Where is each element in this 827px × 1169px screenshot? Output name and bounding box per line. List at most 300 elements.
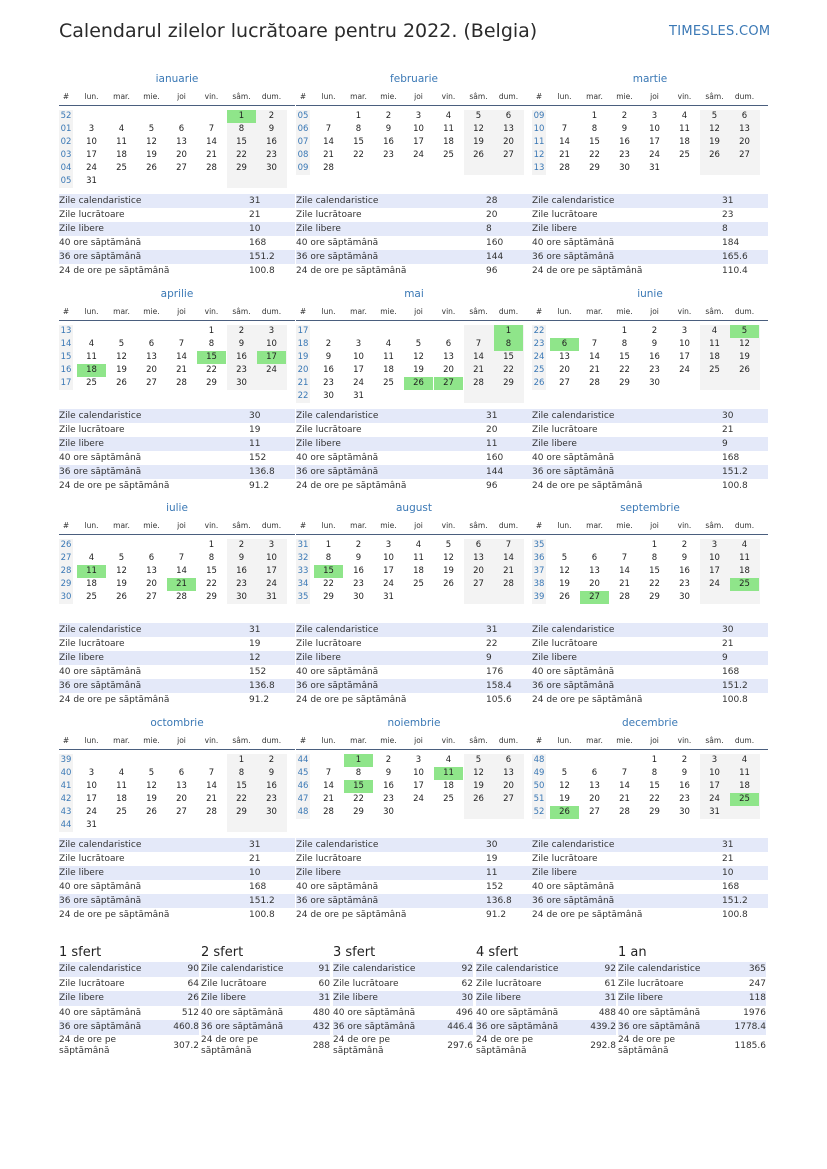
weekday-label: sâm. (469, 736, 488, 745)
month-name: iulie (166, 502, 188, 514)
month-name: februarie (390, 73, 438, 85)
stat-value: 151.2 (722, 467, 748, 477)
holiday-day-cell: 6 (550, 338, 579, 351)
day-cell: 27 (559, 378, 570, 388)
summary-row (333, 1035, 473, 1061)
weekday-label: vin. (441, 521, 456, 530)
summary-value: 247 (748, 978, 766, 989)
day-cell: 27 (146, 592, 157, 602)
day-cell: 18 (709, 352, 720, 362)
holiday-day-cell: 27 (434, 377, 463, 390)
day-cell: 2 (238, 540, 245, 550)
day-cell: 20 (739, 137, 750, 147)
day-cell: 17 (353, 365, 364, 375)
week-number: 49 (533, 768, 545, 778)
stat-row (296, 423, 532, 437)
week-number: 14 (60, 339, 72, 349)
day-cell: 3 (711, 755, 718, 765)
day-cell: 21 (619, 794, 630, 804)
day-cell: 22 (589, 150, 600, 160)
stat-label: Zile lucrătoare (532, 210, 598, 220)
day-cell: 4 (88, 339, 95, 349)
day-cell: 28 (589, 378, 600, 388)
day-cell: 30 (266, 163, 277, 173)
day-cell: 22 (236, 150, 247, 160)
summary-row (333, 977, 473, 992)
day-cell: 11 (709, 339, 720, 349)
day-cell: 24 (86, 163, 97, 173)
day-cell: 11 (739, 553, 750, 563)
summary-row (476, 977, 616, 992)
day-cell: 9 (238, 339, 245, 349)
stat-value: 151.2 (722, 896, 748, 906)
summary-label: Zile lucrătoare (618, 978, 684, 989)
stat-value: 31 (249, 196, 261, 206)
week-number: 26 (533, 378, 545, 388)
day-cell: 11 (443, 124, 454, 134)
holiday-day-cell: 15 (314, 565, 343, 578)
stat-value: 9 (486, 653, 492, 663)
day-cell: 26 (473, 794, 484, 804)
day-cell: 12 (443, 553, 454, 563)
day-cell: 11 (86, 352, 97, 362)
summary-value: 26 (187, 993, 199, 1003)
weekday-label: vin. (204, 92, 219, 101)
day-cell: 12 (473, 124, 484, 134)
day-cell: 17 (383, 566, 394, 576)
month-name: mai (404, 288, 424, 300)
stat-value: 151.2 (249, 896, 275, 906)
stat-label: Zile calendaristice (296, 625, 379, 635)
weekday-label: # (62, 92, 70, 101)
day-cell: 17 (413, 781, 424, 791)
stat-label: 24 de ore pe săptămână (296, 266, 407, 276)
stat-row (59, 479, 295, 493)
stat-label: 40 ore săptămână (59, 453, 142, 463)
day-cell: 27 (176, 163, 187, 173)
day-cell: 30 (353, 592, 364, 602)
day-cell: 21 (559, 150, 570, 160)
day-cell: 4 (445, 111, 452, 121)
stat-label: 36 ore săptămână (296, 896, 379, 906)
stat-label: Zile calendaristice (59, 196, 142, 206)
month-stats-ianuarie (59, 194, 295, 278)
week-number: 30 (60, 592, 72, 602)
day-cell: 24 (383, 579, 394, 589)
summary-row (618, 991, 766, 1006)
day-cell: 16 (649, 352, 660, 362)
weekday-label: mar. (113, 92, 130, 101)
summary-row (59, 1020, 199, 1035)
week-number: 39 (60, 755, 72, 765)
day-cell: 21 (176, 365, 187, 375)
brand-logo[interactable]: TIMESLES.COM (669, 24, 771, 39)
stat-label: 36 ore săptămână (59, 252, 142, 262)
weekday-label: dum. (734, 736, 755, 745)
day-cell: 12 (559, 781, 570, 791)
stat-label: Zile libere (532, 653, 577, 663)
stat-label: Zile libere (296, 653, 341, 663)
weekday-label: dum. (734, 92, 755, 101)
stat-value: 8 (722, 224, 728, 234)
stat-label: 36 ore săptămână (532, 252, 615, 262)
stat-label: 40 ore săptămână (296, 667, 379, 677)
day-cell: 18 (86, 579, 97, 589)
month-iunie (532, 287, 768, 399)
weekday-header (532, 519, 768, 535)
day-cell: 7 (591, 339, 598, 349)
weekday-label: joi (650, 521, 659, 530)
summary-row (333, 962, 473, 977)
day-cell: 23 (323, 378, 334, 388)
holiday-day-cell: 26 (404, 377, 433, 390)
week-number: 03 (60, 150, 72, 160)
stat-row (296, 479, 532, 493)
day-cell: 2 (651, 326, 658, 336)
stat-value: 21 (722, 639, 734, 649)
day-cell: 23 (679, 579, 690, 589)
stat-label: Zile lucrătoare (296, 639, 362, 649)
weekday-label: lun. (84, 736, 99, 745)
day-cell: 29 (589, 163, 600, 173)
weekday-label: mie. (616, 521, 633, 530)
day-cell: 21 (619, 579, 630, 589)
stat-value: 31 (486, 625, 498, 635)
holiday-day-cell: 11 (434, 767, 463, 780)
day-cell: 28 (176, 378, 187, 388)
stat-label: 24 de ore pe săptămână (532, 910, 643, 920)
summary-value: 480 (312, 1007, 330, 1018)
stat-row (59, 679, 295, 693)
summary-row (618, 1035, 766, 1061)
stat-value: 96 (486, 481, 498, 491)
day-cell: 7 (325, 124, 332, 134)
month-name: noiembrie (387, 717, 441, 729)
day-cell: 9 (681, 553, 688, 563)
stat-row (59, 451, 295, 465)
weekday-label: mie. (380, 736, 397, 745)
stat-label: 36 ore săptămână (59, 896, 142, 906)
stat-label: 40 ore săptămână (59, 238, 142, 248)
month-stats-septembrie (532, 623, 768, 707)
day-cell: 18 (116, 794, 127, 804)
summary-row (59, 962, 199, 977)
day-cell: 22 (236, 794, 247, 804)
day-cell: 26 (443, 579, 454, 589)
day-cell: 13 (589, 781, 600, 791)
day-cell: 6 (591, 553, 598, 563)
day-cell: 12 (413, 352, 424, 362)
stat-label: 40 ore săptămână (532, 453, 615, 463)
stat-row (532, 665, 768, 679)
stat-value: 100.8 (249, 266, 275, 276)
day-cell: 25 (443, 794, 454, 804)
day-cell: 14 (473, 352, 484, 362)
week-number: 13 (60, 326, 72, 336)
summary-value: 307.2 (173, 1040, 199, 1051)
day-cell: 19 (473, 137, 484, 147)
day-cell: 13 (146, 566, 157, 576)
summary-row (476, 1020, 616, 1035)
month-calendar (532, 305, 768, 399)
stat-row (532, 908, 768, 922)
day-cell: 19 (739, 352, 750, 362)
stat-label: Zile libere (532, 224, 577, 234)
weekday-label: joi (177, 307, 186, 316)
stat-row (532, 679, 768, 693)
stat-row (296, 665, 532, 679)
weekday-header (296, 519, 532, 535)
day-cell: 2 (268, 111, 275, 121)
day-cell: 19 (473, 781, 484, 791)
day-cell: 22 (206, 365, 217, 375)
summary-row (59, 977, 199, 992)
day-cell: 7 (621, 553, 628, 563)
weekday-label: sâm. (469, 307, 488, 316)
stat-value: 22 (486, 639, 498, 649)
day-cell: 7 (178, 339, 185, 349)
weekday-label: sâm. (232, 521, 251, 530)
stat-row (59, 866, 295, 880)
stat-value: 20 (486, 210, 498, 220)
day-cell: 16 (383, 137, 394, 147)
day-cell: 12 (473, 768, 484, 778)
week-number: 08 (297, 150, 309, 160)
weekday-label: vin. (204, 736, 219, 745)
stat-row (532, 236, 768, 250)
stat-value: 91.2 (249, 695, 270, 705)
weekday-header (59, 734, 295, 750)
stat-label: 24 de ore pe săptămână (532, 695, 643, 705)
summary-label: 36 ore săptămână (333, 1022, 416, 1032)
week-number: 29 (60, 579, 72, 589)
weekday-label: mar. (586, 736, 603, 745)
summary-value: 292.8 (590, 1040, 616, 1051)
week-number: 28 (60, 566, 72, 576)
day-cell: 19 (709, 137, 720, 147)
day-cell: 20 (503, 137, 514, 147)
stat-row (296, 250, 532, 264)
day-cell: 19 (559, 579, 570, 589)
stat-row (532, 194, 768, 208)
stat-label: Zile lucrătoare (59, 854, 125, 864)
day-cell: 2 (238, 326, 245, 336)
day-cell: 14 (503, 553, 514, 563)
stat-label: Zile calendaristice (59, 411, 142, 421)
weekday-label: vin. (677, 92, 692, 101)
day-cell: 2 (681, 540, 688, 550)
stat-label: Zile libere (296, 439, 341, 449)
day-cell: 4 (118, 124, 125, 134)
week-number: 22 (533, 326, 545, 336)
stat-row (296, 693, 532, 707)
day-cell: 5 (148, 768, 155, 778)
day-cell: 19 (116, 365, 127, 375)
month-stats-mai (296, 409, 532, 493)
day-cell: 1 (591, 111, 598, 121)
summary-value: 31 (318, 993, 330, 1003)
day-cell: 8 (355, 124, 362, 134)
weekday-label: # (299, 307, 307, 316)
day-cell: 15 (649, 566, 660, 576)
week-number: 36 (533, 553, 545, 563)
stat-row (296, 679, 532, 693)
day-cell: 10 (413, 768, 424, 778)
summary-label: 24 de ore pe săptămână (201, 1034, 259, 1056)
month-calendar (532, 734, 768, 828)
stat-label: 36 ore săptămână (532, 681, 615, 691)
summary-label: 24 de ore pe săptămână (618, 1034, 676, 1056)
stat-row (59, 465, 295, 479)
stat-value: 31 (486, 411, 498, 421)
weekday-label: mie. (143, 521, 160, 530)
stat-label: Zile libere (296, 868, 341, 878)
week-number: 40 (60, 768, 72, 778)
week-number: 50 (533, 781, 545, 791)
day-cell: 11 (116, 781, 127, 791)
holiday-day-cell: 8 (494, 338, 523, 351)
day-cell: 14 (559, 137, 570, 147)
summary-label: Zile calendaristice (476, 964, 559, 974)
day-cell: 12 (116, 566, 127, 576)
month-name: ianuarie (155, 73, 199, 85)
summary-value: 488 (598, 1007, 616, 1018)
summary-column (618, 945, 766, 1061)
day-cell: 23 (236, 579, 247, 589)
week-number: 25 (533, 365, 545, 375)
summary-label: 36 ore săptămână (59, 1022, 142, 1032)
stat-row (296, 852, 532, 866)
week-number: 44 (60, 820, 72, 830)
stat-row (296, 838, 532, 852)
day-cell: 2 (385, 755, 392, 765)
stat-value: 184 (722, 238, 740, 248)
stat-row (296, 637, 532, 651)
summary-value: 62 (461, 978, 473, 989)
weekday-label: sâm. (469, 92, 488, 101)
weekday-label: vin. (677, 307, 692, 316)
weekday-label: # (535, 736, 543, 745)
day-cell: 12 (116, 352, 127, 362)
day-cell: 1 (621, 326, 628, 336)
weekday-header (532, 305, 768, 321)
day-cell: 5 (445, 540, 452, 550)
day-cell: 30 (679, 592, 690, 602)
day-cell: 22 (649, 579, 660, 589)
weekday-label: mar. (350, 736, 367, 745)
day-cell: 17 (86, 794, 97, 804)
day-cell: 18 (679, 137, 690, 147)
stat-row (532, 637, 768, 651)
week-number: 48 (533, 755, 545, 765)
weekday-header (296, 305, 532, 321)
summary-value: 432 (312, 1022, 330, 1032)
month-iulie (59, 501, 295, 613)
day-cell: 9 (355, 553, 362, 563)
summary-row (59, 1035, 199, 1061)
day-cell: 31 (86, 820, 97, 830)
day-cell: 24 (649, 150, 660, 160)
day-cell: 28 (206, 807, 217, 817)
day-cell: 4 (385, 339, 392, 349)
summary-label: 40 ore săptămână (333, 1007, 416, 1018)
day-cell: 6 (505, 755, 512, 765)
day-cell: 10 (353, 352, 364, 362)
day-cell: 31 (649, 163, 660, 173)
week-number: 17 (60, 378, 72, 388)
week-number: 52 (60, 111, 72, 121)
stat-row (296, 623, 532, 637)
day-cell: 27 (176, 807, 187, 817)
stat-value: 91.2 (249, 481, 270, 491)
week-number: 20 (297, 365, 309, 375)
summary-label: Zile lucrătoare (476, 978, 542, 989)
summary-row (618, 1006, 766, 1021)
month-stats-iunie (532, 409, 768, 493)
holiday-day-cell: 26 (550, 806, 579, 819)
stat-label: 36 ore săptămână (59, 467, 142, 477)
week-number: 21 (297, 378, 309, 388)
stat-row (532, 852, 768, 866)
day-cell: 29 (503, 378, 514, 388)
day-cell: 3 (415, 755, 422, 765)
day-cell: 25 (709, 365, 720, 375)
weekday-label: mar. (350, 307, 367, 316)
summary-row (201, 1020, 330, 1035)
day-cell: 14 (589, 352, 600, 362)
stat-value: 100.8 (722, 910, 748, 920)
summary-row (59, 991, 199, 1006)
stat-row (59, 208, 295, 222)
stat-value: 31 (722, 840, 734, 850)
stat-value: 11 (249, 439, 261, 449)
stat-row (296, 222, 532, 236)
stat-row (296, 208, 532, 222)
month-mai (296, 287, 532, 399)
weekday-label: joi (650, 736, 659, 745)
stat-value: 9 (722, 653, 728, 663)
day-cell: 5 (561, 553, 568, 563)
stat-label: Zile calendaristice (296, 196, 379, 206)
day-cell: 1 (355, 111, 362, 121)
day-cell: 8 (591, 124, 598, 134)
day-cell: 26 (116, 378, 127, 388)
stat-label: Zile libere (59, 868, 104, 878)
summary-value: 92 (604, 964, 616, 974)
day-cell: 6 (475, 540, 482, 550)
summary-row (201, 991, 330, 1006)
day-cell: 21 (473, 365, 484, 375)
day-cell: 11 (383, 352, 394, 362)
day-cell: 8 (651, 553, 658, 563)
day-cell: 19 (146, 150, 157, 160)
day-cell: 31 (353, 391, 364, 401)
stat-value: 151.2 (722, 681, 748, 691)
stat-row (296, 264, 532, 278)
day-cell: 24 (709, 794, 720, 804)
month-stats-aprilie (59, 409, 295, 493)
summary-value: 61 (604, 978, 616, 989)
day-cell: 8 (238, 768, 245, 778)
day-cell: 2 (621, 111, 628, 121)
holiday-day-cell: 21 (167, 578, 196, 591)
day-cell: 9 (238, 553, 245, 563)
day-cell: 24 (413, 150, 424, 160)
day-cell: 5 (148, 124, 155, 134)
day-cell: 30 (679, 807, 690, 817)
stat-label: Zile calendaristice (296, 840, 379, 850)
stat-row (296, 651, 532, 665)
